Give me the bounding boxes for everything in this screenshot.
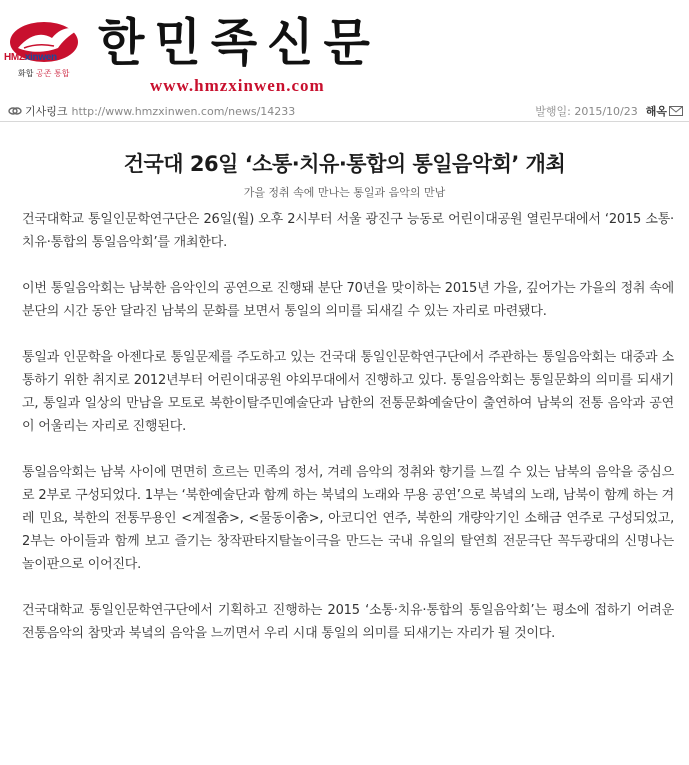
article-paragraph: 건국대학교 통일인문학연구단은 26일(월) 오후 2시부터 서울 광진구 능동로 어린이대공원 열린무대에서 ‘2015 소통·치유·통합의 통일음악회’를 개최한다. — [22, 212, 674, 250]
newspaper-title: 한민족신문 — [98, 13, 380, 73]
article-paragraph: 통일과 인문학을 아젠다로 통일문제를 주도하고 있는 건국대 통일인문학연구단에서 주관하는 통일음악회는 대중과 소통하기 위한 취지로 2012년부터 어린이대공원 야외무대에서 진행하고 있다. 통일음악회는 통일문화의 의미를 되새기고, 통일과 일상의 만남을 모토로 북한이탈주민예술단과 남한의 전통문화예술단이 출연하여 남북의 전통 음악과 공연이 어울리는 자리로 진행된다. — [22, 350, 674, 434]
logo-slogan: 화합 공존 통합 — [18, 69, 70, 78]
article-paragraph: 통일음악회는 남북 사이에 면면히 흐르는 민족의 정서, 겨레 음악의 정취와 향기를 느낄 수 있는 남북의 음악을 중심으로 2부로 구성되었다. 1부는 ‘북한예술단과 함께 하는 북녘의 노래와 무용 공연’으로 북녘의 노래, 남북이 함께 하는 겨레 민요, 북한의 전통무용인 <계절춤>, <물동이춤>, 아코디언 연주, 북한의 개량악기인 소해금 연주로 구성되었고, 2부는 아이들과 함께 보고 즐기는 창작판타지탈놀이극을 만드는 국내 유일의 탈연희 전문극단 꼭두광대의 신명나는 놀이판으로 이어진다. — [22, 465, 674, 572]
article-link-label: 기사링크 — [25, 105, 68, 118]
article-link-url[interactable]: http://www.hmzxinwen.com/news/14233 — [71, 104, 296, 118]
date-label: 발행일 — [535, 105, 568, 118]
article-paragraph: 건국대학교 통일인문학연구단에서 기획하고 진행하는 2015 ‘소통·치유·통합의 통일음악회’는 평소에 접하기 어려운 전통음악의 참맛과 북녘의 음악을 느끼면서 우리 시대 통일의 의미를 되새기는 자리가 될 것이다. — [22, 603, 674, 641]
site-url[interactable]: www.hmzxinwen.com — [150, 76, 325, 95]
print-button[interactable]: 해옥 — [645, 105, 667, 118]
article-headline: 건국대 26일 ‘소통·치유·통합의 통일음악회’ 개최 — [123, 152, 566, 177]
publish-date: 2015/10/23 — [574, 104, 638, 118]
article-paragraph: 이번 통일음악회는 남북한 음악인의 공연으로 진행돼 분단 70년을 맞이하는 2015년 가을, 깊어가는 가을의 정취 속에 분단의 시간 동안 달라진 남북의 문화를 보면서 통일의 의미를 되새길 수 있는 자리로 마련됐다. — [22, 281, 674, 319]
article-date-tools — [535, 103, 683, 119]
date-separator: : — [567, 104, 575, 118]
article-meta-bar — [0, 99, 689, 122]
logo-wordmark: HMZxinwen — [4, 52, 57, 63]
article-body — [22, 208, 674, 668]
article-subtitle: 가을 정취 속에 만나는 통일과 음악의 만남 — [243, 186, 446, 199]
link-chain-icon — [8, 105, 22, 117]
envelope-icon[interactable] — [669, 106, 683, 116]
article-link — [8, 103, 295, 119]
masthead — [0, 0, 689, 100]
